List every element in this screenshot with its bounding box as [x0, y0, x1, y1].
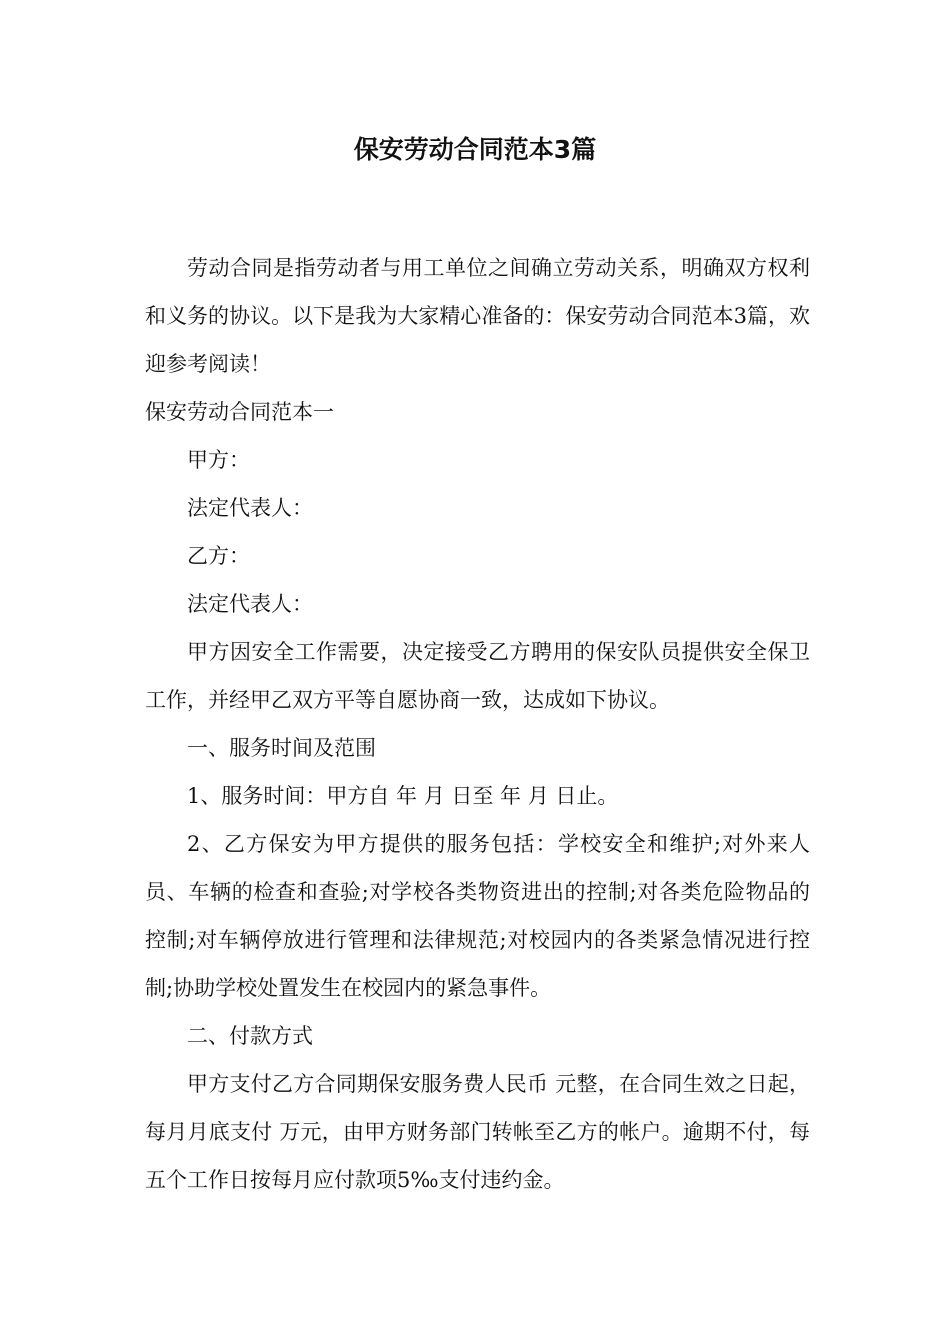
- clause-heading-payment: 二、付款方式: [187, 1024, 313, 1048]
- clause-service-scope: 2、乙方保安为甲方提供的服务包括：学校安全和维护;对外来人员、车辆的检查和查验;对学校各类物资进出的控制;对各类危险物品的控制;对车辆停放进行管理和法律规范;对校园内的各类紧急情况进行控制;协助学校处置发生在校园内的紧急事件。: [145, 832, 810, 1000]
- clause-service-time: 1、服务时间：甲方自 年 月 日至 年 月 日止。: [187, 784, 619, 808]
- party-b-label: 乙方：: [187, 544, 250, 568]
- clause-heading-service: 一、服务时间及范围: [187, 736, 376, 760]
- party-b-representative-label: 法定代表人：: [187, 592, 313, 616]
- document-title: 保安劳动合同范本3篇: [353, 135, 597, 164]
- section-heading-contract-one: 保安劳动合同范本一: [145, 400, 334, 424]
- clause-payment-terms: 甲方支付乙方合同期保安服务费人民币 元整，在合同生效之日起，每月月底支付 万元，由甲方财务部门转帐至乙方的帐户。逾期不付，每五个工作日按每月应付款项5‰支付违约金。: [145, 1072, 810, 1192]
- paragraph-agreement: 甲方因安全工作需要，决定接受乙方聘用的保安队员提供安全保卫工作，并经甲乙双方平等自愿协商一致，达成如下协议。: [145, 640, 810, 712]
- paragraph-intro: 劳动合同是指劳动者与用工单位之间确立劳动关系，明确双方权利和义务的协议。以下是我为大家精心准备的：保安劳动合同范本3篇，欢迎参考阅读！: [145, 256, 810, 376]
- party-a-label: 甲方：: [187, 448, 250, 472]
- document-body: [145, 244, 810, 1204]
- party-a-representative-label: 法定代表人：: [187, 496, 313, 520]
